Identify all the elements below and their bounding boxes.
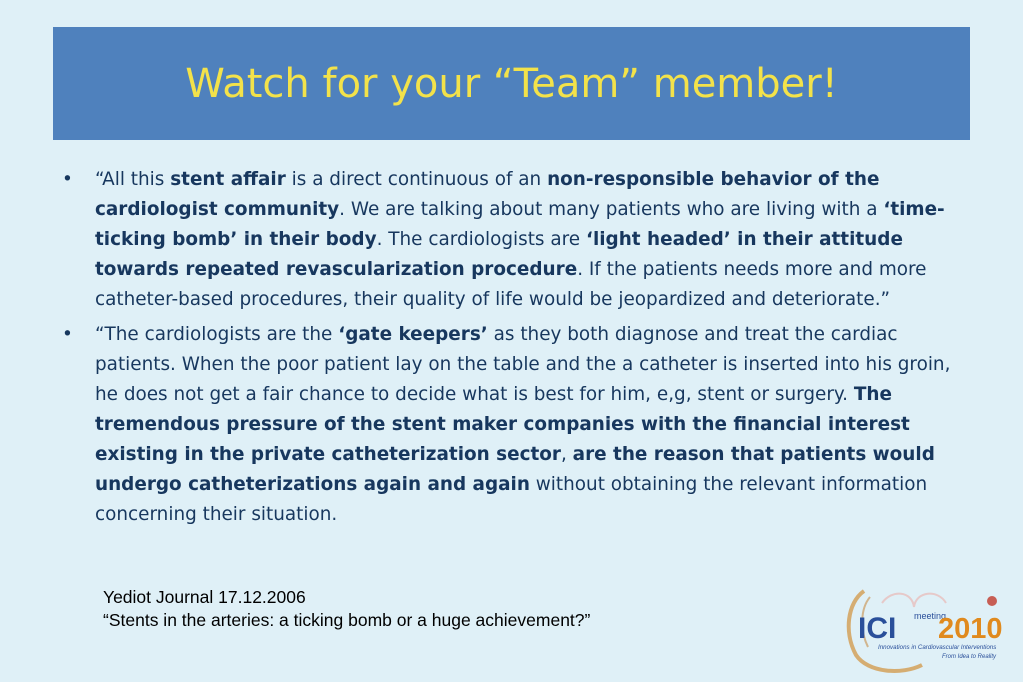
bullet-text-bold: stent affair (170, 169, 286, 190)
bullet-text-bold: ‘time-ticking bomb’ in their body (95, 199, 945, 250)
bullet-text-bold: non-responsible behavior of the cardiologist community (95, 169, 880, 220)
title-bar (53, 27, 970, 140)
ici-2010-logo (842, 583, 1018, 675)
bullet-text-bold: are the reason that patients would undergo catheterizations again and again (95, 444, 935, 495)
logo-year-text: 2010 (938, 613, 1003, 645)
bullet-marker: • (62, 169, 73, 190)
bullet-text: is a direct continuous of an (285, 169, 548, 190)
bullet-item (62, 165, 967, 315)
source-line-1: Yediot Journal 17.12.2006 (103, 587, 306, 607)
bullet-text: as they both diagnose and treat the cardiac patients. When the poor patient lay on the table and the a catheter is inserted into his groin, he does not get a fair chance to decide what is best for him, e,g, stent or surgery. (95, 324, 951, 405)
bullet-text: without obtaining the relevant information concerning their situation. (95, 474, 928, 525)
source-line-2: “Stents in the arteries: a ticking bomb or a huge achievement?” (103, 610, 591, 630)
bullet-marker: • (62, 324, 73, 345)
logo-subtagline: From Idea to Reality (942, 654, 997, 660)
logo-tagline: Innovations in Cardiovascular Interventions (878, 644, 997, 651)
corner-mark (987, 596, 997, 606)
bullet-text: . We are talking about many patients who are living with a (339, 199, 884, 220)
bullet-text: . The cardiologists are (376, 229, 586, 250)
bullet-text: , (560, 444, 573, 465)
bullet-list (62, 165, 967, 535)
heart-outline (882, 594, 946, 607)
bullet-text-bold: ‘light headed’ in their attitude towards repeated revascularization procedure (95, 229, 903, 280)
bullet-text: “The cardiologists are the (95, 324, 339, 345)
logo-ici-text: ICI (858, 612, 897, 645)
bullet-text: . If the patients needs more and more catheter-based procedures, their quality of life would be jeopardized and deteriorate.” (95, 259, 927, 310)
slide-title: Watch for your “Team” member! (185, 60, 838, 107)
bullet-text-bold: The tremendous pressure of the stent maker companies with the financial interest existing in the private catheterization sector (95, 384, 910, 465)
bullet-text-bold: ‘gate keepers’ (338, 324, 488, 345)
bullet-text: “All this (95, 169, 171, 190)
bullet-item (62, 320, 967, 530)
logo-meeting-text: meeting (914, 611, 947, 621)
source-citation (103, 586, 590, 632)
